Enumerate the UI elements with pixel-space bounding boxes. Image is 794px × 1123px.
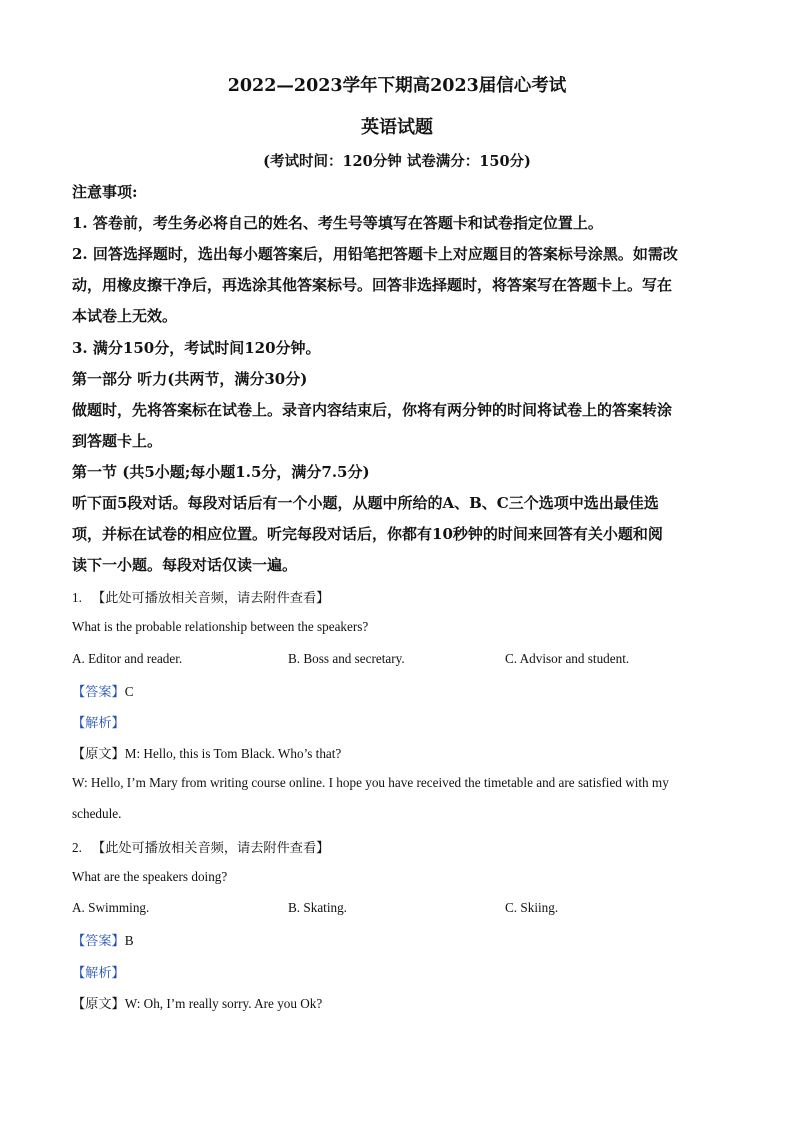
- notes-item-2-line-2: 动，用橡皮擦干净后，再选涂其他答案标号。回答非选择题时，将答案写在答题卡上。写在: [72, 276, 673, 294]
- question-2-answer: [72, 930, 134, 949]
- notes-heading: 注意事项:: [72, 183, 138, 201]
- question-2-option-c: C. Skiing.: [505, 900, 559, 915]
- section1-heading: 第一节 (共5小题;每小题1.5分，满分7.5分): [72, 463, 370, 481]
- section1-instruction-line-2: 项，并标在试卷的相应位置。听完每段对话后，你都有10秒钟的时间来回答有关小题和阅: [72, 525, 663, 543]
- subject-title: 英语试题: [361, 117, 433, 138]
- notes-item-2-line-3: 本试卷上无效。: [72, 307, 178, 325]
- part1-heading: 第一部分 听力(共两节，满分30分): [72, 370, 308, 388]
- answer-value: C: [124, 684, 134, 699]
- question-2-option-a: A. Swimming.: [72, 900, 150, 915]
- question-2-audio-line: [72, 837, 329, 856]
- source-label: 【原文】: [72, 747, 125, 762]
- question-2-analysis-label: 【解析】: [72, 966, 125, 981]
- source-text: M: Hello, this is Tom Black. Who’s that?: [124, 746, 342, 761]
- question-1-source-line-1: [72, 743, 341, 762]
- section1-instruction-line-3: 读下一小题。每段对话仅读一遍。: [72, 556, 298, 574]
- question-1-source-line-3: schedule.: [72, 806, 122, 821]
- part1-instruction-line-2: 到答题卡上。: [72, 432, 163, 450]
- part1-instruction-line-1: 做题时，先将答案标在试卷上。录音内容结束后，你将有两分钟的时间将试卷上的答案转涂: [72, 401, 673, 419]
- question-2-prompt: What are the speakers doing?: [72, 869, 228, 884]
- source-text: W: Oh, I’m really sorry. Are you Ok?: [124, 996, 323, 1011]
- question-1-audio-link[interactable]: 【此处可播放相关音频，请去附件查看】: [92, 591, 330, 606]
- answer-value: B: [124, 933, 134, 948]
- notes-item-1: 1. 答卷前，考生务必将自己的姓名、考生号等填写在答题卡和试卷指定位置上。: [72, 214, 603, 232]
- question-2-option-b: B. Skating.: [288, 900, 347, 915]
- question-2-audio-link[interactable]: 【此处可播放相关音频，请去附件查看】: [92, 841, 330, 856]
- notes-item-2-line-1: 2. 回答选择题时，选出每小题答案后，用铅笔把答题卡上对应题目的答案标号涂黑。如需改: [72, 245, 678, 263]
- question-1-source-line-2: W: Hello, I’m Mary from writing course online. I hope you have received the timetable and are satisfied with my: [72, 775, 669, 790]
- source-label: 【原文】: [72, 997, 125, 1012]
- question-1-audio-line: [72, 587, 329, 606]
- question-1-analysis-label: 【解析】: [72, 716, 125, 731]
- question-2-number: 2.: [72, 840, 82, 855]
- question-1-number: 1.: [72, 590, 82, 605]
- question-1-option-b: B. Boss and secretary.: [288, 651, 405, 666]
- question-1-option-c: C. Advisor and student.: [505, 651, 630, 666]
- question-1-answer: [72, 681, 134, 700]
- question-1-option-a: A. Editor and reader.: [72, 651, 183, 666]
- question-2-source-line-1: [72, 993, 322, 1012]
- section1-instruction-line-1: 听下面5段对话。每段对话后有一个小题，从题中所给的A、B、C三个选项中选出最佳选: [72, 494, 659, 512]
- notes-item-3: 3. 满分150分，考试时间120分钟。: [72, 339, 321, 357]
- question-1-prompt: What is the probable relationship between the speakers?: [72, 619, 369, 634]
- answer-label: 【答案】: [72, 934, 125, 949]
- exam-info: (考试时间：120分钟 试卷满分：150分): [263, 153, 531, 170]
- answer-label: 【答案】: [72, 685, 125, 700]
- exam-title: 2022—2023学年下期高2023届信心考试: [227, 76, 567, 96]
